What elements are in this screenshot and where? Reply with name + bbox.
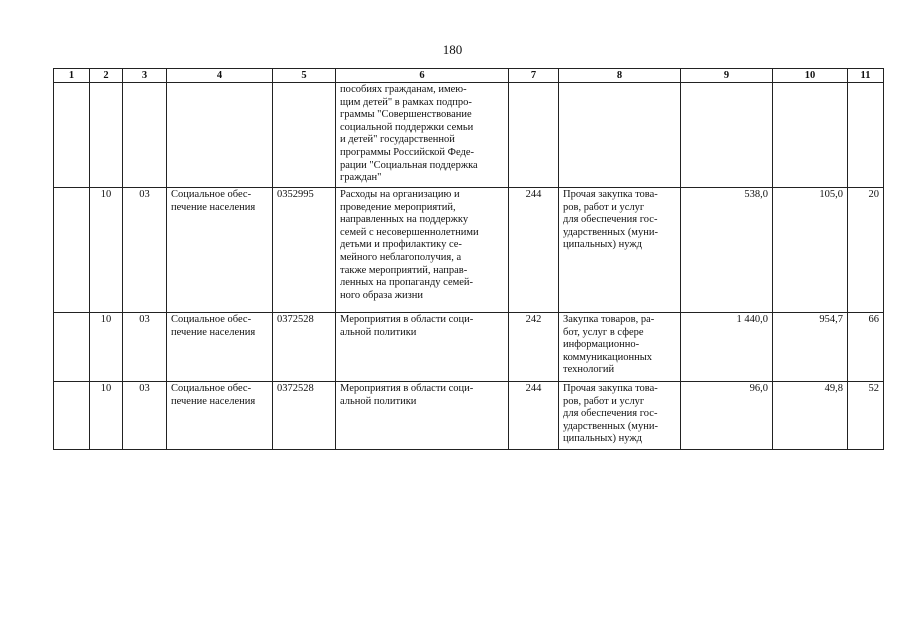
cell-section-name: Социальное обес- печение населения xyxy=(167,382,273,450)
cell-expense-type-name: Прочая закупка това- ров, работ и услуг для обеспечения гос- ударственных (муни- ципальных) нужд xyxy=(559,382,681,450)
cell-target-name: Мероприятия в области соци- альной политики xyxy=(336,313,509,382)
column-header-3: 3 xyxy=(123,69,167,83)
cell-value-actual: 49,8 xyxy=(773,382,848,450)
cell-percent: 52 xyxy=(848,382,884,450)
cell-subsection: 03 xyxy=(123,188,167,313)
cell-target-name: пособиях гражданам, имею- щим детей" в рамках подпро- граммы "Совершенствование социальной поддержки семьи и детей" государственной программы Российской Феде- рации "Социальная поддержка граждан" xyxy=(336,83,509,188)
cell-expense-type-code: 244 xyxy=(509,188,559,313)
cell-target-name: Расходы на организацию и проведение мероприятий, направленных на поддержку семей с несовершеннолетними детьми и профилактику се- мейного неблагополучия, а также мероприятий, направ- ленных на пропаганду семей- ного образа жизни xyxy=(336,188,509,313)
cell-section-name xyxy=(167,83,273,188)
cell-target-code: 0372528 xyxy=(273,313,336,382)
budget-table xyxy=(53,68,884,450)
cell-percent xyxy=(848,83,884,188)
column-header-8: 8 xyxy=(559,69,681,83)
cell-section: 10 xyxy=(90,188,123,313)
cell-expense-type-code: 242 xyxy=(509,313,559,382)
cell-value-planned: 1 440,0 xyxy=(681,313,773,382)
page-number: 180 xyxy=(442,42,463,57)
cell-value-planned xyxy=(681,83,773,188)
cell-value-actual: 105,0 xyxy=(773,188,848,313)
cell-section-name: Социальное обес- печение населения xyxy=(167,313,273,382)
table-row xyxy=(54,313,884,382)
cell-value-planned: 538,0 xyxy=(681,188,773,313)
cell-expense-type-code: 244 xyxy=(509,382,559,450)
cell-section-name: Социальное обес- печение населения xyxy=(167,188,273,313)
cell-col-1 xyxy=(54,382,90,450)
table-body xyxy=(54,83,884,450)
column-header-10: 10 xyxy=(773,69,848,83)
table-row xyxy=(54,188,884,313)
cell-expense-type-name xyxy=(559,83,681,188)
column-header-1: 1 xyxy=(54,69,90,83)
cell-percent: 66 xyxy=(848,313,884,382)
cell-target-name: Мероприятия в области соци- альной политики xyxy=(336,382,509,450)
cell-section: 10 xyxy=(90,382,123,450)
table-row xyxy=(54,382,884,450)
cell-percent: 20 xyxy=(848,188,884,313)
table-row xyxy=(54,83,884,188)
cell-value-planned: 96,0 xyxy=(681,382,773,450)
cell-value-actual xyxy=(773,83,848,188)
cell-subsection xyxy=(123,83,167,188)
cell-expense-type-name: Прочая закупка това- ров, работ и услуг для обеспечения гос- ударственных (муни- ципальных) нужд xyxy=(559,188,681,313)
cell-section xyxy=(90,83,123,188)
cell-subsection: 03 xyxy=(123,313,167,382)
column-header-5: 5 xyxy=(273,69,336,83)
cell-col-1 xyxy=(54,188,90,313)
cell-value-actual: 954,7 xyxy=(773,313,848,382)
cell-expense-type-code xyxy=(509,83,559,188)
cell-target-code: 0372528 xyxy=(273,382,336,450)
column-header-2: 2 xyxy=(90,69,123,83)
column-header-9: 9 xyxy=(681,69,773,83)
cell-section: 10 xyxy=(90,313,123,382)
column-header-6: 6 xyxy=(336,69,509,83)
cell-subsection: 03 xyxy=(123,382,167,450)
cell-col-1 xyxy=(54,83,90,188)
column-header-4: 4 xyxy=(167,69,273,83)
cell-target-code: 0352995 xyxy=(273,188,336,313)
column-header-7: 7 xyxy=(509,69,559,83)
column-header-11: 11 xyxy=(848,69,884,83)
header-row xyxy=(54,69,884,83)
cell-expense-type-name: Закупка товаров, ра- бот, услуг в сфере информационно- коммуникационных технологий xyxy=(559,313,681,382)
cell-col-1 xyxy=(54,313,90,382)
cell-target-code xyxy=(273,83,336,188)
